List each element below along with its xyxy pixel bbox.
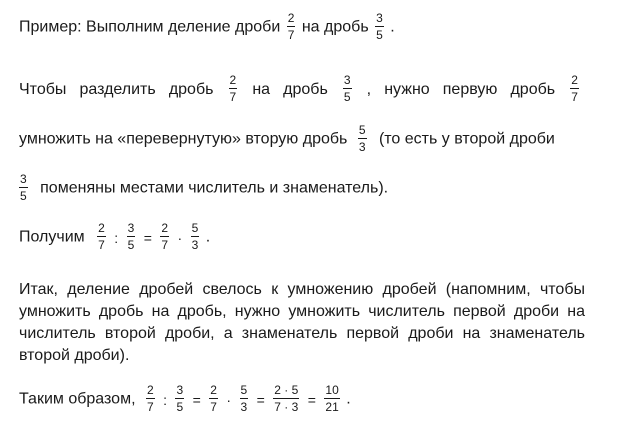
explain-line-2 xyxy=(19,124,585,155)
word: разделить xyxy=(79,80,156,98)
word: дробь xyxy=(283,80,328,98)
final-label: Таким образом, xyxy=(19,390,136,408)
fraction-2-7: $\frac{2}{7}$ xyxy=(571,73,578,104)
fraction-3-5: $\frac{3}{5}$ xyxy=(176,383,184,414)
comma: , xyxy=(366,80,372,98)
example-line xyxy=(19,12,585,43)
word: на xyxy=(252,80,271,98)
explain-line-1 xyxy=(19,74,581,105)
fraction-3-5: $\frac{3}{5}$ xyxy=(376,11,383,42)
multiply-sign: · xyxy=(226,391,232,408)
final-end: . xyxy=(346,390,351,408)
fraction-3-5: $\frac{3}{5}$ xyxy=(343,73,351,104)
word: Чтобы xyxy=(19,80,67,98)
fraction-2-7: $\frac{2}{7}$ xyxy=(287,11,295,42)
fraction-2-7: $\frac{2}{7}$ xyxy=(210,383,217,414)
fraction-2-7: $\frac{2}{7}$ xyxy=(161,221,169,252)
fraction-2-7: $\frac{2}{7}$ xyxy=(98,221,105,252)
divide-sign: : xyxy=(114,229,119,246)
explain-text: умножить на «перевернутую» вторую дробь xyxy=(19,130,348,148)
fraction-2-7: $\frac{2}{7}$ xyxy=(229,73,237,104)
result-label: Получим xyxy=(19,228,85,246)
explain-text: поменяны местами числитель и знаменатель). xyxy=(40,179,389,197)
final-line xyxy=(19,384,585,415)
equals-sign: = xyxy=(192,391,201,408)
result-end: . xyxy=(205,228,211,246)
example-prefix: Пример: Выполним деление дроби xyxy=(19,18,281,36)
explain-paren: (то есть у второй дроби xyxy=(378,130,555,148)
explain-line-3 xyxy=(19,173,585,204)
fraction-2-7: $\frac{2}{7}$ xyxy=(146,383,154,414)
fraction-5-3: $\frac{5}{3}$ xyxy=(191,221,199,252)
equals-sign: = xyxy=(143,229,152,246)
equals-sign: = xyxy=(256,391,265,408)
word: дробь xyxy=(168,80,214,98)
fraction-3-5: $\frac{3}{5}$ xyxy=(127,221,135,252)
divide-sign: : xyxy=(163,391,167,408)
example-end: . xyxy=(390,18,395,36)
fraction-3-5: $\frac{3}{5}$ xyxy=(20,172,27,203)
fraction-5-3: $\frac{5}{3}$ xyxy=(240,383,248,414)
example-mid: на дробь xyxy=(301,18,369,36)
equals-sign: = xyxy=(307,391,316,408)
word: дробь xyxy=(510,80,556,98)
fraction-10-21: $\frac{10}{21}$ xyxy=(325,383,339,414)
word: нужно xyxy=(384,80,430,98)
summary-paragraph: Итак, деление дробей свелось к умножению дробей (напомним, чтобы умножить дробь на дробь, нужно умножить числитель первой дроби на числитель второй дроби, а знаменатель первой дроби на знаменатель второй дроби). xyxy=(19,281,585,364)
multiply-sign: · xyxy=(177,229,183,246)
result-line xyxy=(19,222,585,253)
word: первую xyxy=(442,80,498,98)
fraction-product: $\frac{2 \cdot 5}{7 \cdot 3}$ xyxy=(274,383,299,414)
fraction-5-3: $\frac{5}{3}$ xyxy=(358,123,366,154)
